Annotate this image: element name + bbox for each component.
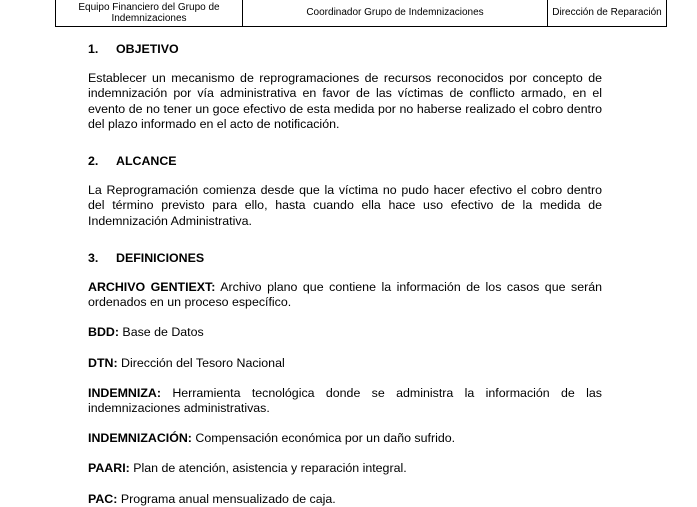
definition-text: Dirección del Tesoro Nacional	[117, 355, 285, 370]
definition-term: PAARI:	[88, 461, 130, 476]
section-title: DEFINICIONES	[116, 250, 205, 265]
definition-item	[88, 431, 602, 446]
section-number: 2.	[88, 154, 99, 169]
header-cell-team: Equipo Financiero del Grupo de Indemnizaciones	[56, 0, 243, 27]
definition-item	[88, 325, 602, 340]
definition-term: INDEMNIZACIÓN:	[88, 431, 192, 446]
header-cell-direction: Dirección de Reparación	[548, 0, 667, 27]
section-heading-definiciones	[88, 251, 602, 266]
definition-item	[88, 492, 602, 507]
definition-text: Archivo plano que contiene la información de los casos que serán ordenados en un proceso específico.	[88, 280, 603, 310]
definition-text: Programa anual mensualizado de caja.	[117, 491, 336, 506]
definition-text: Base de Datos	[118, 325, 204, 340]
definition-term: BDD:	[88, 325, 119, 340]
definition-text: Compensación económica por un daño sufrido.	[191, 431, 456, 446]
section-title: OBJETIVO	[116, 42, 179, 56]
section-heading-objetivo	[88, 42, 602, 57]
alcance-paragraph: La Reprogramación comienza desde que la víctima no pudo hacer efectivo el cobro dentro del término previsto para ello, hasta cuando ella hace uso efectivo de la medida de Indemnización Administrativa.	[88, 183, 602, 228]
section-heading-alcance	[88, 154, 602, 169]
definition-term: DTN:	[88, 355, 118, 370]
definition-item	[88, 386, 602, 416]
definition-text: Herramienta tecnológica donde se administra la información de las indemnizaciones administrativas.	[88, 385, 602, 416]
definition-term: PAC:	[88, 491, 118, 506]
document-body	[88, 42, 602, 507]
section-number: 3.	[88, 250, 99, 265]
definition-term: INDEMNIZA:	[88, 385, 161, 400]
section-title: ALCANCE	[116, 154, 177, 169]
section-number: 1.	[88, 42, 99, 56]
definition-term: ARCHIVO GENTIEXT:	[88, 280, 216, 295]
objetivo-paragraph: Establecer un mecanismo de reprogramaciones de recursos reconocidos por concepto de indemnización por vía administrativa en favor de las víctimas de conflicto armado, en el evento de no tener un goce efectivo de esta medida por no haberse realizado el cobro dentro del plazo informado en el acto de notificación.	[88, 71, 602, 131]
definition-item	[88, 280, 602, 310]
header-cell-coordinator: Coordinador Grupo de Indemnizaciones	[243, 0, 548, 27]
header-row	[56, 0, 667, 27]
definition-item	[88, 461, 602, 476]
header-table	[55, 0, 667, 27]
definition-text: Plan de atención, asistencia y reparación integral.	[129, 461, 407, 476]
definition-item	[88, 356, 602, 371]
